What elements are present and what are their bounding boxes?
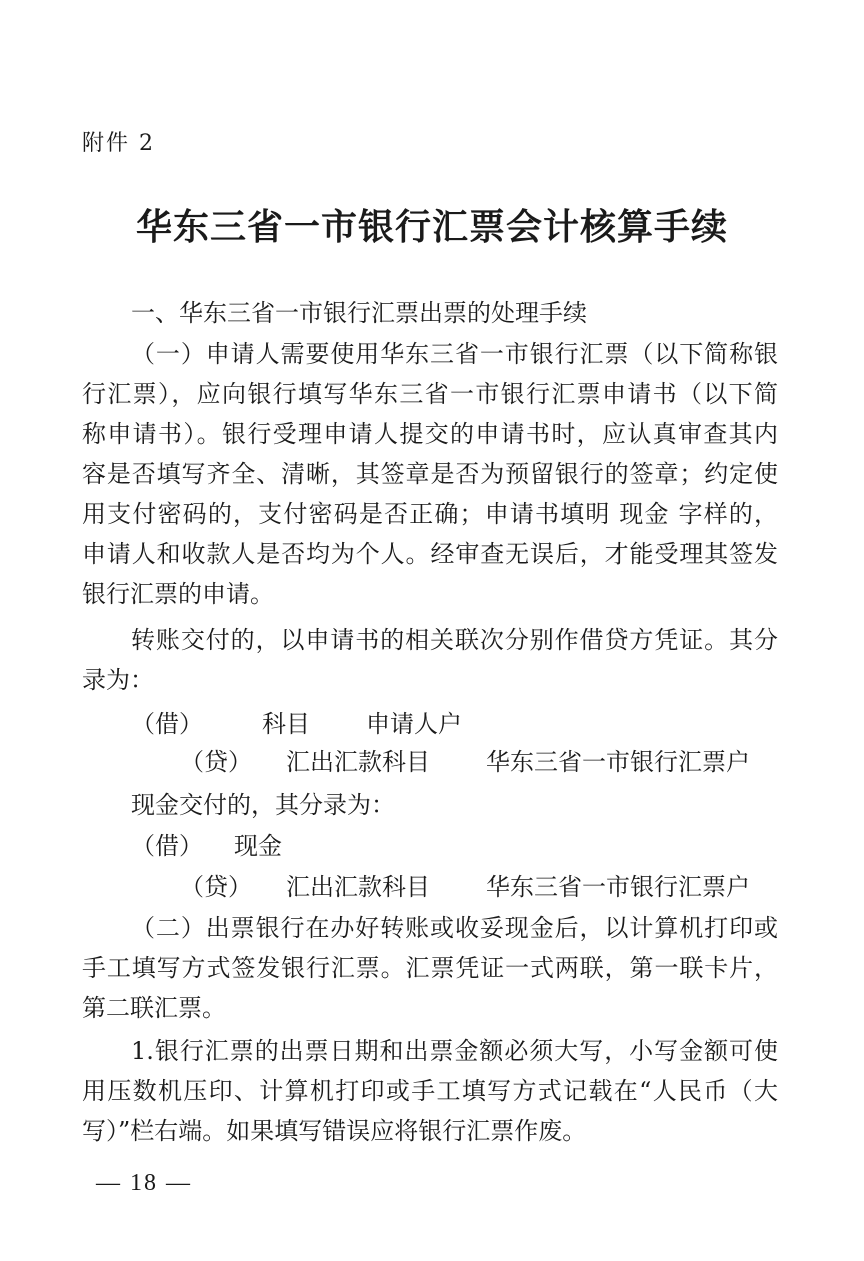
attachment-label: 附件 2 (82, 131, 155, 156)
entry-2-credit-subject: 汇出汇款科目 (286, 873, 430, 901)
document-title: 华东三省一市银行汇票会计核算手续 (135, 206, 728, 248)
paragraph-4-line-3: 第二联汇票。 (82, 994, 226, 1022)
paragraph-1-line-6: 申请人和收款人是否均为个人。经审查无误后，才能受理其签发 (82, 540, 778, 568)
paragraph-3: 现金交付的，其分录为： (131, 791, 395, 819)
page-number: — 18 — (96, 1170, 192, 1196)
paragraph-4-line-1: （二）出票银行在办好转账或收妥现金后，以计算机打印或 (131, 914, 778, 942)
section-heading: 一、华东三省一市银行汇票出票的处理手续 (131, 299, 587, 327)
entry-1-debit-subject: 科目 (262, 710, 310, 738)
paragraph-4-line-2: 手工填写方式签发银行汇票。汇票凭证一式两联，第一联卡片， (82, 954, 778, 982)
entry-1-credit-subject: 汇出汇款科目 (286, 748, 430, 776)
entry-1-credit-account: 华东三省一市银行汇票户 (486, 748, 750, 776)
paragraph-1-line-4: 容是否填写齐全、清晰，其签章是否为预留银行的签章；约定使 (82, 460, 778, 488)
entry-2-credit-mark: （贷） (180, 873, 252, 901)
paragraph-1-line-7: 银行汇票的申请。 (82, 580, 274, 608)
paragraph-1-line-2: 行汇票），应向银行填写华东三省一市银行汇票申请书（以下简 (82, 380, 778, 408)
paragraph-1-line-1: （一）申请人需要使用华东三省一市银行汇票（以下简称银 (131, 340, 778, 368)
entry-2-credit-account: 华东三省一市银行汇票户 (486, 873, 750, 901)
paragraph-1-line-3: 称申请书）。银行受理申请人提交的申请书时，应认真审查其内 (82, 420, 778, 448)
entry-1-credit-mark: （贷） (180, 748, 252, 776)
paragraph-5-line-2: 用压数机压印、计算机打印或手工填写方式记载在“人民币（大 (82, 1077, 778, 1105)
paragraph-2-line-1: 转账交付的，以申请书的相关联次分别作借贷方凭证。其分 (131, 626, 778, 654)
entry-1-debit-mark: （借） (131, 710, 203, 738)
paragraph-2-line-2: 录为： (82, 666, 154, 694)
paragraph-5-line-3: 写）”栏右端。如果填写错误应将银行汇票作废。 (82, 1117, 587, 1145)
paragraph-1-line-5: 用支付密码的，支付密码是否正确；申请书填明 现金 字样的， (82, 500, 778, 528)
entry-1-debit-account: 申请人户 (366, 710, 462, 738)
entry-2-debit-mark: （借） (131, 832, 203, 860)
paragraph-5-line-1: 1.银行汇票的出票日期和出票金额必须大写，小写金额可使 (131, 1037, 778, 1065)
entry-2-debit-subject: 现金 (234, 832, 282, 860)
